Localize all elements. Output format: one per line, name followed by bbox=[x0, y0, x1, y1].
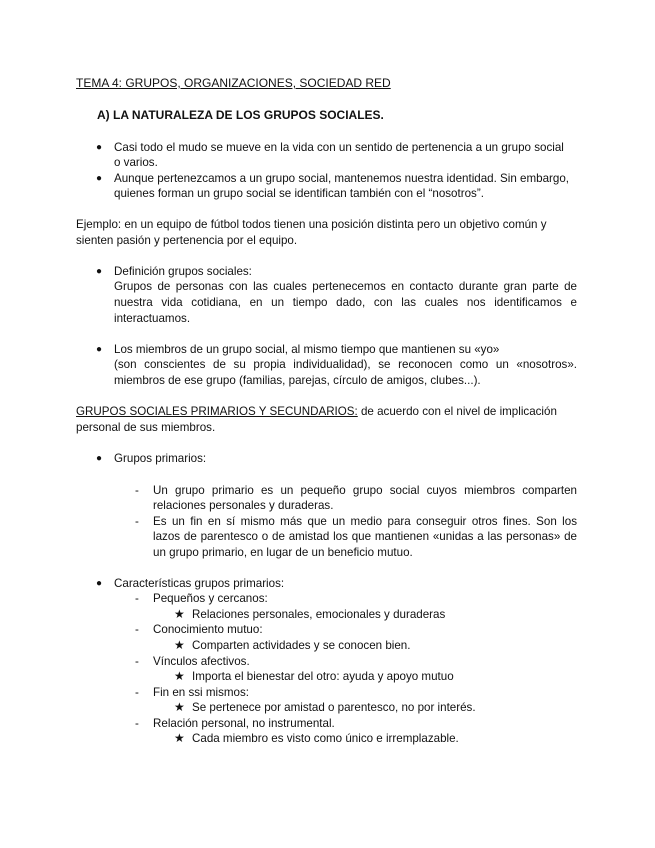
paragraph-line: Los miembros de un grupo social, al mismo tiempo que mantienen su «yo» bbox=[114, 343, 500, 356]
list-item: Pequeños y cercanos: bbox=[153, 592, 268, 605]
paragraph-line: miembros de ese grupo (familias, parejas, círculo de amigos, clubes...). bbox=[114, 374, 481, 387]
star-icon: ★ bbox=[174, 607, 185, 621]
list-subitem: Relaciones personales, emocionales y duraderas bbox=[192, 608, 446, 621]
list-item: o varios. bbox=[114, 156, 158, 169]
list-subitem: Cada miembro es visto como único e irremplazable. bbox=[192, 732, 459, 745]
star-icon: ★ bbox=[174, 669, 185, 683]
dash-icon: - bbox=[135, 655, 139, 668]
paragraph-text: de acuerdo con el nivel de implicación bbox=[357, 405, 557, 418]
list-item: Vínculos afectivos. bbox=[153, 655, 250, 668]
list-item: un grupo primario, en lugar de un beneficio mutuo. bbox=[153, 546, 413, 559]
dash-icon: - bbox=[135, 623, 139, 636]
bullet-icon: ● bbox=[95, 142, 103, 153]
list-subitem: Comparten actividades y se conocen bien. bbox=[192, 639, 411, 652]
list-item: Un grupo primario es un pequeño grupo social cuyos miembros comparten bbox=[153, 484, 577, 497]
list-item: Conocimiento mutuo: bbox=[153, 623, 263, 636]
bullet-icon: ● bbox=[95, 578, 103, 589]
paragraph-line bbox=[76, 404, 557, 419]
list-item: relaciones personales y duraderas. bbox=[153, 499, 334, 512]
paragraph-line: nuestra vida cotidiana, en un tiempo dado, con las cuales nos identificamos e bbox=[114, 296, 577, 309]
list-subitem: Se pertenece por amistad o parentesco, no por interés. bbox=[192, 701, 476, 714]
bullet-icon: ● bbox=[95, 266, 103, 277]
bullet-icon: ● bbox=[95, 453, 103, 464]
bullet-icon: ● bbox=[95, 344, 103, 355]
dash-icon: - bbox=[135, 717, 139, 730]
paragraph-line: sienten pasión y pertenencia por el equipo. bbox=[76, 234, 298, 247]
dash-icon: - bbox=[135, 592, 139, 605]
list-heading: Características grupos primarios: bbox=[114, 577, 285, 590]
definition-heading: Definición grupos sociales: bbox=[114, 265, 252, 278]
list-item: quienes forman un grupo social se identifican también con el “nosotros”. bbox=[114, 187, 484, 200]
section-heading: A) LA NATURALEZA DE LOS GRUPOS SOCIALES. bbox=[97, 108, 384, 122]
dash-icon: - bbox=[135, 686, 139, 699]
list-item: Es un fin en sí mismo más que un medio para conseguir otros fines. Son los bbox=[153, 515, 577, 528]
dash-icon: - bbox=[135, 484, 139, 497]
list-item: Aunque pertenezcamos a un grupo social, mantenemos nuestra identidad. Sin embargo, bbox=[114, 172, 570, 185]
paragraph-line: (son conscientes de su propia individualidad), se reconocen como un «nosotros». bbox=[114, 358, 577, 371]
list-item: Casi todo el mudo se mueve en la vida con un sentido de pertenencia a un grupo social bbox=[114, 141, 564, 154]
list-heading: Grupos primarios: bbox=[114, 452, 207, 465]
list-item: Fin en ssi mismos: bbox=[153, 686, 249, 699]
document-title: TEMA 4: GRUPOS, ORGANIZACIONES, SOCIEDAD RED bbox=[76, 76, 391, 90]
section-heading: GRUPOS SOCIALES PRIMARIOS Y SECUNDARIOS: bbox=[76, 405, 358, 418]
paragraph-line: interactuamos. bbox=[114, 312, 191, 325]
star-icon: ★ bbox=[174, 700, 185, 714]
paragraph-line: personal de sus miembros. bbox=[76, 421, 216, 434]
list-item: lazos de parentesco o de amistad los que mantienen «unidas a las personas» de bbox=[153, 530, 577, 543]
star-icon: ★ bbox=[174, 638, 185, 652]
paragraph-line: Ejemplo: en un equipo de fútbol todos tienen una posición distinta pero un objetivo común y bbox=[76, 218, 547, 231]
list-subitem: Importa el bienestar del otro: ayuda y apoyo mutuo bbox=[192, 670, 454, 683]
list-item: Relación personal, no instrumental. bbox=[153, 717, 335, 730]
dash-icon: - bbox=[135, 515, 139, 528]
star-icon: ★ bbox=[174, 731, 185, 745]
bullet-icon: ● bbox=[95, 173, 103, 184]
paragraph-line: Grupos de personas con las cuales pertenecemos en contacto durante gran parte de bbox=[114, 280, 577, 293]
